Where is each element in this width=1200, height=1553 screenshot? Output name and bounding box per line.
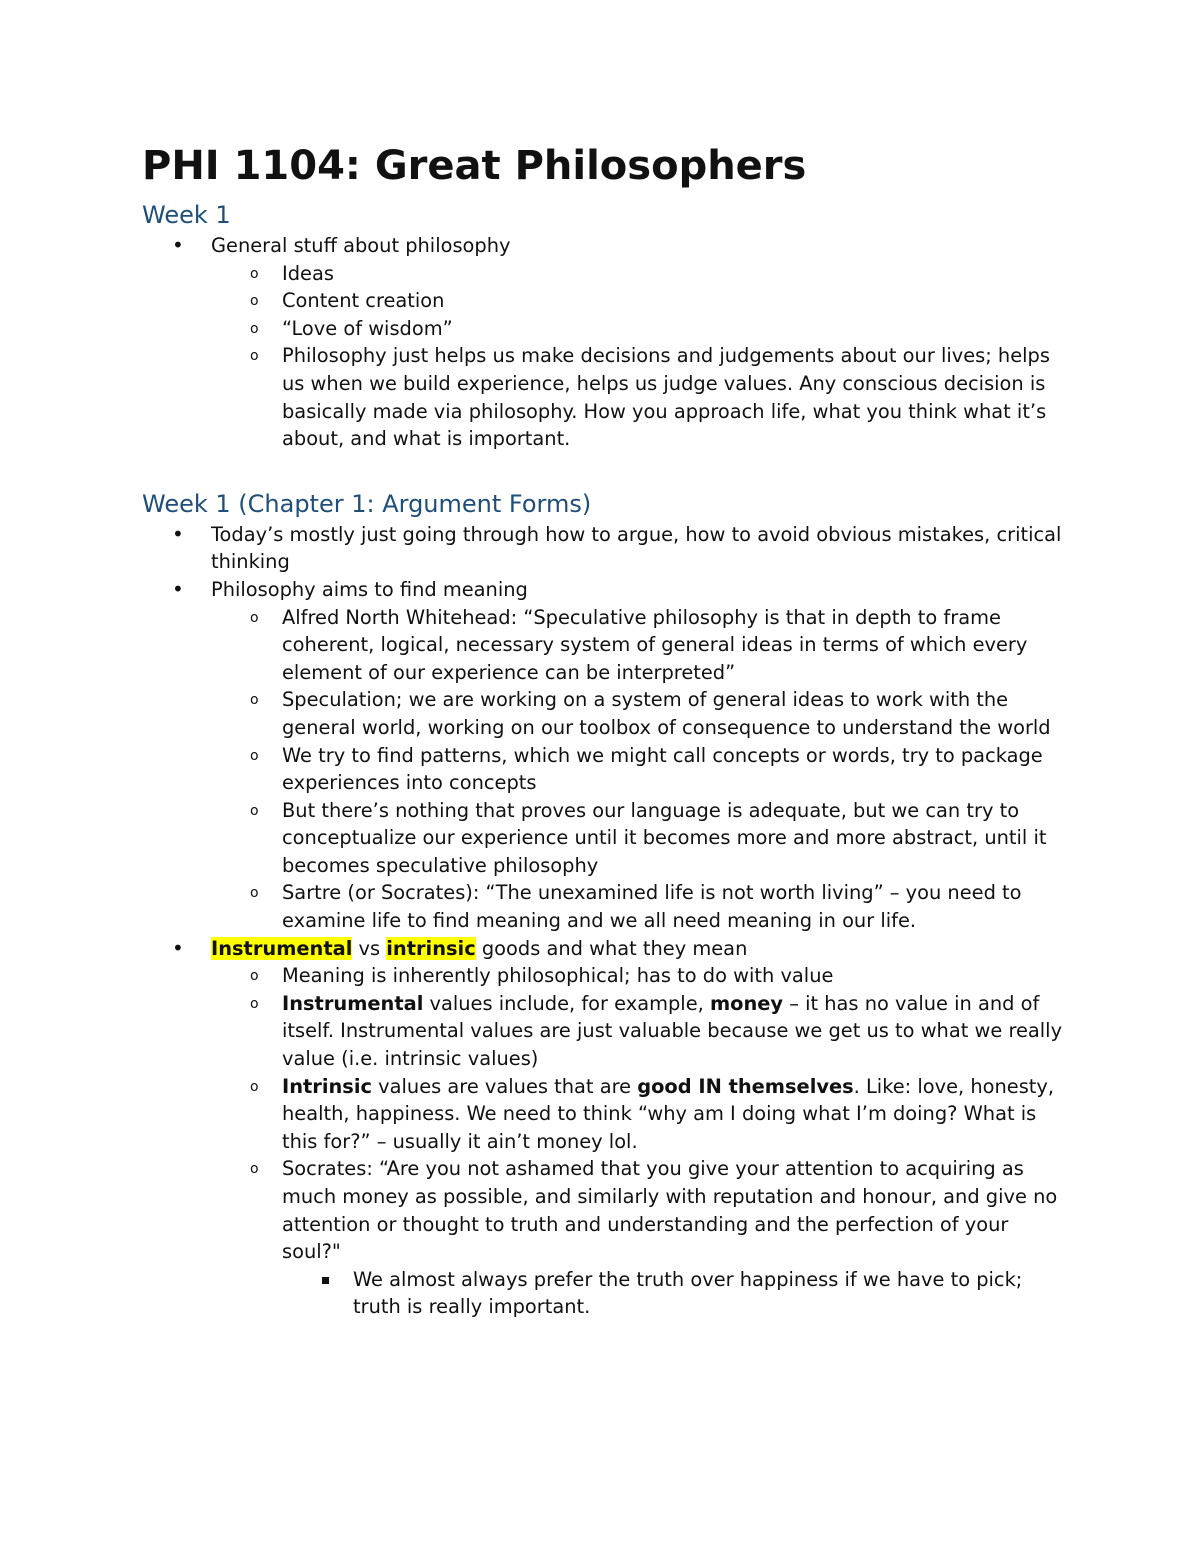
text-run: values include, for example, [423,991,710,1015]
list-item-text: vs [352,936,387,960]
sub-list-item: o Meaning is inherently philosophical; has to do with value [211,962,1072,990]
sub-list-item: o Alfred North Whitehead: “Speculative philosophy is that in depth to frame coherent, logical, necessary system of general ideas in terms of which every element of our experience can be interpreted” [211,604,1072,687]
list-item-text: Philosophy aims to find meaning [211,577,528,601]
sub-list-item [211,1073,1072,1156]
list-item-text: General stuff about philosophy [211,234,511,257]
list-item [142,232,1072,453]
sub-sub-list-item: We almost always prefer the truth over happiness if we have to pick; truth is really important. [282,1266,1072,1321]
sub-list-item: o Ideas [211,260,1072,288]
sub-list-item: o But there’s nothing that proves our language is adequate, but we can try to conceptualize our experience until it becomes more and more abstract, until it becomes speculative philosophy [211,797,1072,880]
sub-list-item: o Speculation; we are working on a system of general ideas to work with the general world, working on our toolbox of consequence to understand the world [211,686,1072,741]
bold-term: good IN themselves [637,1074,854,1098]
bold-term: Instrumental [282,991,424,1015]
sub-bullet-list [211,962,1072,1321]
sub-sub-bullet-list [282,1266,1072,1321]
sub-list-item: o Content creation [211,287,1072,315]
bullet-list [142,232,1072,453]
document-title: PHI 1104: Great Philosophers [142,143,807,189]
sub-list-item: o “Love of wisdom” [211,315,1072,343]
bold-term: Intrinsic [282,1074,372,1098]
document-page [142,138,1072,1321]
sub-list-item: o Philosophy just helps us make decisions and judgements about our lives; helps us when we build experience, helps us judge values. Any conscious decision is basically made via philosophy. How you approach life, what you think what it’s about, and what is important. [211,342,1072,452]
bullet-list [142,521,1072,1321]
list-item [142,935,1072,1321]
sub-list-item: o We try to find patterns, which we might call concepts or words, try to package experiences into concepts [211,742,1072,797]
section-heading-week-1: Week 1 [142,201,231,229]
list-item-text: Socrates: “Are you not ashamed that you give your attention to acquiring as much money as possible, and similarly with reputation and honour, and give no attention or thought to truth and understanding and the perfection of your soul?" [282,1157,1058,1264]
text-run: – it has no value in and of itself. Instrumental values are just valuable because we get us to what we really value (i.e. intrinsic values) [282,991,1063,1071]
sub-list-item [211,990,1072,1073]
highlighted-term-intrinsic: intrinsic [386,936,476,960]
list-item: • Today’s mostly just going through how to argue, how to avoid obvious mistakes, critical thinking [142,521,1072,576]
text-run: . Like: love, honesty, health, happiness. We need to think “why am I doing what I’m doing? What is this for?” – usually it ain’t money lol. [282,1074,1055,1153]
text-run: values are values that are [372,1074,638,1098]
sub-bullet-list [211,260,1072,453]
list-item [142,576,1072,935]
list-item-text: goods and what they mean [475,936,748,960]
bold-term: money [709,991,784,1015]
sub-bullet-list [211,604,1072,935]
sub-list-item [211,1155,1072,1321]
highlighted-term-instrumental: Instrumental [211,936,353,960]
section-heading-week-1-chapter-1: Week 1 (Chapter 1: Argument Forms) [142,489,592,518]
sub-list-item: o Sartre (or Socrates): “The unexamined life is not worth living” – you need to examine life to find meaning and we all need meaning in our life. [211,879,1072,934]
